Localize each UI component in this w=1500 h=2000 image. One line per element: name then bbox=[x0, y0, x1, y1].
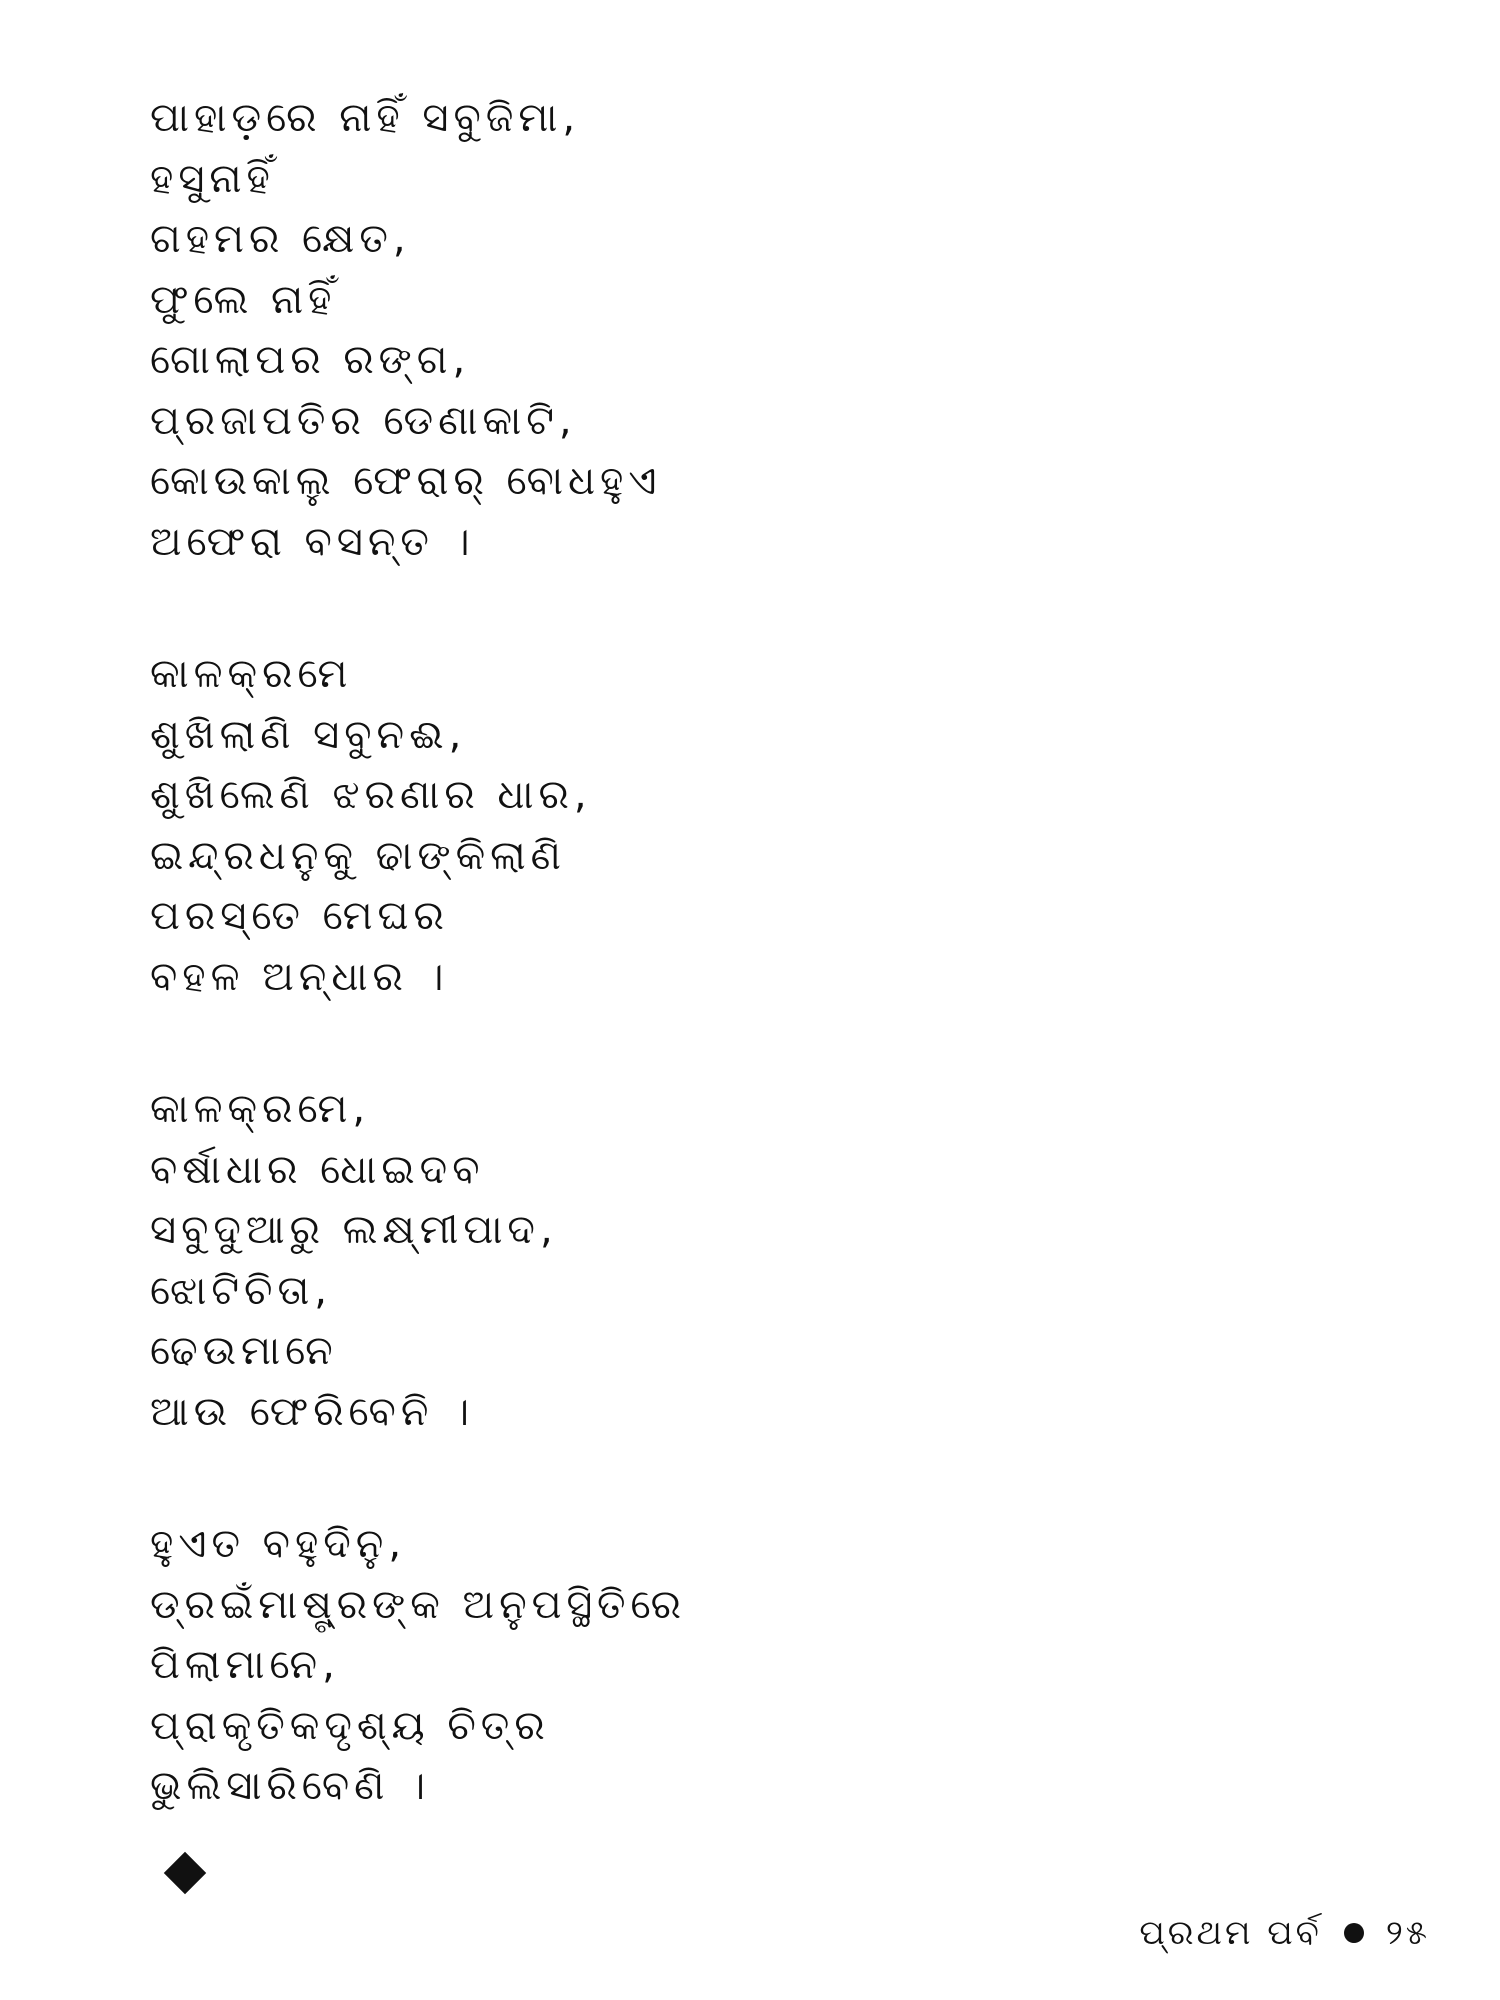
poem-line: ଇନ୍ଦ୍ରଧନୁକୁ ଢାଙ୍କିଲାଣି bbox=[150, 832, 566, 879]
poem-line: ଗହମର କ୍ଷେତ, bbox=[150, 216, 411, 262]
poem-line: କାଳକ୍ରମେ bbox=[150, 651, 353, 697]
poem-line: ଫୁଲେ ନାହିଁ bbox=[150, 276, 337, 323]
poem-line: ସବୁଦୁଆରୁ ଲକ୍ଷ୍ମୀପାଦ, bbox=[150, 1207, 558, 1253]
page-footer bbox=[1139, 1908, 1430, 1958]
poem-line: ଶୁଖିଲେଣି ଝରଣାର ଧାର, bbox=[150, 772, 592, 818]
poem-line: ଢେଉମାନେ bbox=[150, 1328, 338, 1374]
bullet-dot-icon bbox=[1344, 1923, 1364, 1943]
poem-line: ହୁଏତ ବହୁଦିନୁ, bbox=[150, 1521, 407, 1567]
poem-line: ପ୍ରାକୃତିକଦୃଶ୍ୟ ଚିତ୍ର bbox=[150, 1702, 550, 1749]
stanza-1 bbox=[150, 88, 1250, 572]
poem-line: ଝୋଟିଚିତା, bbox=[150, 1267, 332, 1314]
poem-line: ଶୁଖିଲାଣି ସବୁନଈ, bbox=[150, 711, 467, 758]
poem-line: ପାହାଡ଼ରେ ନାହିଁ ସବୁଜିମା, bbox=[150, 95, 581, 141]
page-number: ୨୫ bbox=[1385, 1913, 1430, 1953]
poem-line: ପରସ୍ତେ ମେଘର bbox=[150, 893, 449, 939]
stanza-3 bbox=[150, 1079, 1250, 1442]
poem-line: ବହଳ ଅନ୍ଧାର । bbox=[150, 953, 449, 1000]
poem-line: ବର୍ଷାଧାର ଧୋଇଦବ bbox=[150, 1146, 485, 1193]
stanza-2 bbox=[150, 644, 1250, 1007]
poem-line: ହସୁନାହିଁ bbox=[150, 155, 275, 202]
poem-line: କାଳକ୍ରମେ, bbox=[150, 1086, 371, 1132]
poem-line: ଭୁଲିସାରିବେଣି । bbox=[150, 1763, 431, 1809]
poem bbox=[150, 88, 1250, 1889]
poem-line: ପିଲାମାନେ, bbox=[150, 1642, 340, 1688]
stanza-4 bbox=[150, 1514, 1250, 1817]
poem-line: ଆଉ ଫେରିବେନି । bbox=[150, 1388, 475, 1435]
poem-line: କୋଉକାଲୁ ଫେରାର୍ ବୋଧହୁଏ bbox=[150, 458, 662, 504]
poem-line: ଗୋଲାପର ରଙ୍ଗ, bbox=[150, 337, 471, 383]
poem-line: ପ୍ରଜାପତିର ଡେଣାକାଟି, bbox=[150, 397, 577, 444]
section-title: ପ୍ରଥମ ପର୍ବ bbox=[1139, 1913, 1322, 1953]
poem-line: ଅଫେରା ବସନ୍ତ । bbox=[150, 518, 475, 565]
poem-line: ଡ୍ରଇଁମାଷ୍ଟ୍ରଙ୍କ ଅନୁପସ୍ଥିତିରେ bbox=[150, 1581, 686, 1628]
